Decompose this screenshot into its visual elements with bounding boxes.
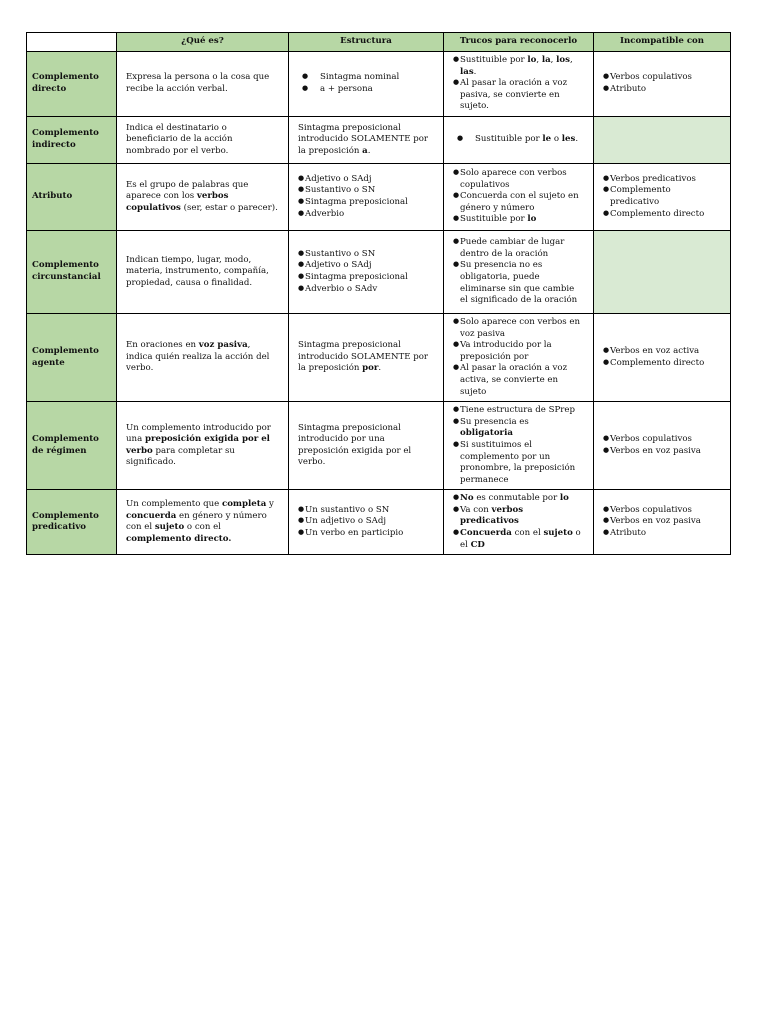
trucos-cell: [444, 313, 594, 401]
list-item: ● Solo aparece con verbos copulativos: [453, 168, 584, 191]
header-corner: [27, 33, 117, 52]
list-item: ● Sustantivo o SN: [298, 249, 434, 261]
list-item: ● Sintagma preposicional: [298, 272, 434, 284]
row-label: Complemento directo: [27, 52, 117, 117]
list-item: ● Complemento predicativo: [603, 185, 721, 208]
trucos-cell: [444, 230, 594, 313]
list-item: ● Tiene estructura de SPrep: [453, 405, 584, 417]
incompatible-cell: [594, 313, 731, 401]
row-label: Complemento agente: [27, 313, 117, 401]
header-estructura: Estructura: [289, 33, 444, 52]
list-item: ● Va introducido por la preposición por: [453, 340, 584, 363]
row-label: Complemento indirecto: [27, 116, 117, 163]
list-item: ● Adverbio o SAdv: [298, 284, 434, 296]
row-label: Atributo: [27, 163, 117, 230]
list-item: ● Concuerda con el sujeto en género y número: [453, 191, 584, 214]
list-item: ● Al pasar la oración a voz activa, se convierte en sujeto: [453, 363, 584, 398]
list-item: ● Puede cambiar de lugar dentro de la oración: [453, 237, 584, 260]
row-label: Complemento de régimen: [27, 402, 117, 490]
list-item: ● Va con verbos predicativos: [453, 505, 584, 528]
estructura-cell: Sintagma preposicional introducido SOLAMENTE por la preposición por.: [289, 313, 444, 401]
estructura-cell: Sintagma preposicional introducido por una preposición exigida por el verbo.: [289, 402, 444, 490]
estructura-cell: [289, 163, 444, 230]
list-item: ● Adverbio: [298, 209, 434, 221]
row-complemento-de-regimen: [27, 402, 731, 490]
que-es-cell: Indican tiempo, lugar, modo, materia, instrumento, compañía, propiedad, causa o finalidad.: [117, 230, 289, 313]
header-row: [27, 33, 731, 52]
estructura-cell: Sintagma preposicional introducido SOLAMENTE por la preposición a.: [289, 116, 444, 163]
trucos-cell: [444, 52, 594, 117]
list-item: ● Sustituible por le o les.: [453, 134, 584, 146]
row-atributo: [27, 163, 731, 230]
list-item: ● Al pasar la oración a voz pasiva, se convierte en sujeto.: [453, 78, 584, 113]
list-item: ● Adjetivo o SAdj: [298, 260, 434, 272]
que-es-cell: Un complemento que completa y concuerda en género y número con el sujeto o con el complemento directo.: [117, 490, 289, 555]
list-item: ● Atributo: [603, 84, 721, 96]
que-es-cell: Es el grupo de palabras que aparece con los verbos copulativos (ser, estar o parecer).: [117, 163, 289, 230]
list-item: ● Su presencia no es obligatoria, puede eliminarse sin que cambie el significado de la oración: [453, 260, 584, 306]
que-es-cell: Expresa la persona o la cosa que recibe la acción verbal.: [117, 52, 289, 117]
incompatible-cell-empty: [594, 116, 731, 163]
header-trucos: Trucos para reconocerlo: [444, 33, 594, 52]
row-complemento-agente: [27, 313, 731, 401]
list-item: ● Complemento directo: [603, 209, 721, 221]
incompatible-cell-empty: [594, 230, 731, 313]
list-item: ● Concuerda con el sujeto o el CD: [453, 528, 584, 551]
list-item: ● Si sustituimos el complemento por un pronombre, la preposición permanece: [453, 440, 584, 486]
list-item: ● Su presencia es obligatoria: [453, 417, 584, 440]
que-es-cell: Indica el destinatario o beneficiario de la acción nombrado por el verbo.: [117, 116, 289, 163]
row-complemento-directo: [27, 52, 731, 117]
que-es-cell: En oraciones en voz pasiva, indica quién realiza la acción del verbo.: [117, 313, 289, 401]
list-item: ● Atributo: [603, 528, 721, 540]
syntax-complements-table: [26, 32, 731, 555]
estructura-cell: [289, 52, 444, 117]
list-item: ● Complemento directo: [603, 358, 721, 370]
list-item: ● Un verbo en participio: [298, 528, 434, 540]
list-item: ● Verbos en voz pasiva: [603, 516, 721, 528]
list-item: ● Verbos predicativos: [603, 174, 721, 186]
row-complemento-indirecto: [27, 116, 731, 163]
trucos-cell: [444, 116, 594, 163]
list-item: ● Sustituible por lo, la, los, las.: [453, 55, 584, 78]
trucos-cell: [444, 402, 594, 490]
header-incompatible: Incompatible con: [594, 33, 731, 52]
incompatible-cell: [594, 52, 731, 117]
incompatible-cell: [594, 490, 731, 555]
que-es-cell: Un complemento introducido por una preposición exigida por el verbo para completar su significado.: [117, 402, 289, 490]
list-item: ● No es conmutable por lo: [453, 493, 584, 505]
row-label: Complemento circunstancial: [27, 230, 117, 313]
incompatible-cell: [594, 163, 731, 230]
list-item: ● Sintagma nominal: [298, 72, 434, 84]
list-item: ● Un sustantivo o SN: [298, 505, 434, 517]
list-item: ● Adjetivo o SAdj: [298, 174, 434, 186]
list-item: ● Sintagma preposicional: [298, 197, 434, 209]
header-que-es: ¿Qué es?: [117, 33, 289, 52]
estructura-cell: [289, 230, 444, 313]
list-item: ● Verbos copulativos: [603, 434, 721, 446]
row-label: Complemento predicativo: [27, 490, 117, 555]
list-item: ● Verbos en voz activa: [603, 346, 721, 358]
row-complemento-predicativo: [27, 490, 731, 555]
list-item: ● Verbos copulativos: [603, 72, 721, 84]
list-item: ● Sustantivo o SN: [298, 185, 434, 197]
list-item: ● Verbos copulativos: [603, 505, 721, 517]
trucos-cell: [444, 163, 594, 230]
estructura-cell: [289, 490, 444, 555]
list-item: ● Sustituible por lo: [453, 214, 584, 226]
list-item: ● a + persona: [298, 84, 434, 96]
list-item: ● Solo aparece con verbos en voz pasiva: [453, 317, 584, 340]
list-item: ● Verbos en voz pasiva: [603, 446, 721, 458]
incompatible-cell: [594, 402, 731, 490]
row-complemento-circunstancial: [27, 230, 731, 313]
list-item: ● Un adjetivo o SAdj: [298, 516, 434, 528]
trucos-cell: [444, 490, 594, 555]
